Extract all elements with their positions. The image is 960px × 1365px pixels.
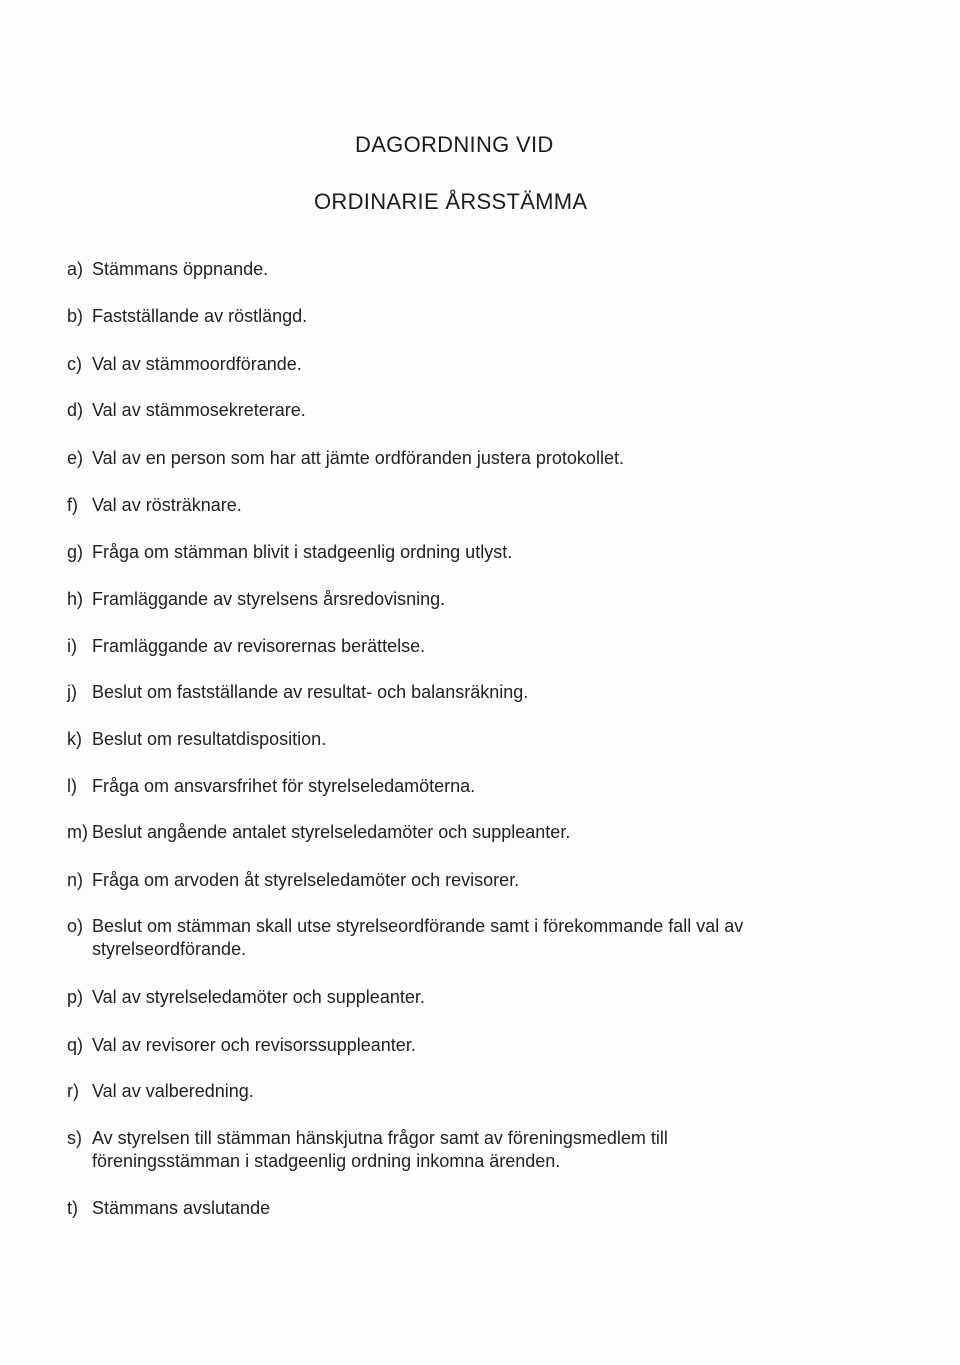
agenda-item <box>67 588 867 611</box>
agenda-item-letter: n) <box>67 870 84 890</box>
agenda-item-text: Fråga om ansvarsfrihet för styrelseledamöterna. <box>92 776 476 796</box>
agenda-item-text: Val av stämmoordförande. <box>92 354 302 374</box>
agenda-item-letter: d) <box>67 400 84 420</box>
agenda-item-letter: b) <box>67 306 84 326</box>
document-title-line-1: DAGORDNING VID <box>355 132 554 157</box>
document-title-line-2: ORDINARIE ÅRSSTÄMMA <box>314 189 588 214</box>
agenda-item-text: Fråga om stämman blivit i stadgeenlig ordning utlyst. <box>92 542 513 562</box>
agenda-item-text: Val av rösträknare. <box>92 495 242 515</box>
agenda-item <box>67 821 867 844</box>
agenda-item <box>67 1080 867 1103</box>
agenda-item <box>67 986 867 1009</box>
agenda-item-letter: l) <box>67 776 77 796</box>
agenda-item-text: Val av valberedning. <box>92 1081 254 1101</box>
agenda-item-letter: j) <box>67 682 77 702</box>
agenda-item-letter: q) <box>67 1035 84 1055</box>
agenda-item-text: Beslut om resultatdisposition. <box>92 729 327 749</box>
agenda-item-text: Stämmans öppnande. <box>92 259 269 279</box>
agenda-item <box>67 1034 867 1057</box>
agenda-item-letter: p) <box>67 987 84 1007</box>
agenda-item-text: Fråga om arvoden åt styrelseledamöter och revisorer. <box>92 870 520 890</box>
agenda-item-letter: r) <box>67 1081 79 1101</box>
agenda-item <box>67 1197 867 1220</box>
agenda-item-text: Beslut om stämman skall utse styrelseordförande samt i förekommande fall val av styrelseordförande. <box>92 916 744 959</box>
agenda-item-text: Framläggande av styrelsens årsredovisning. <box>92 589 446 609</box>
agenda-item <box>67 1127 817 1173</box>
agenda-item-text: Av styrelsen till stämman hänskjutna frågor samt av föreningsmedlem till föreningsstämman i stadgeenlig ordning inkomna ärenden. <box>92 1128 668 1171</box>
agenda-item-text: Stämmans avslutande <box>92 1198 271 1218</box>
agenda-item-text: Val av en person som har att jämte ordföranden justera protokollet. <box>92 448 624 468</box>
agenda-item-letter: g) <box>67 542 84 562</box>
agenda-item-letter: h) <box>67 589 84 609</box>
agenda-item <box>67 447 867 470</box>
agenda-item-text: Framläggande av revisorernas berättelse. <box>92 636 426 656</box>
agenda-item <box>67 915 867 961</box>
agenda-item <box>67 305 867 328</box>
agenda-item <box>67 258 867 281</box>
agenda-item <box>67 635 867 658</box>
agenda-item <box>67 541 867 564</box>
agenda-item <box>67 353 867 376</box>
agenda-item-letter: i) <box>67 636 77 656</box>
agenda-item <box>67 494 867 517</box>
agenda-item-letter: o) <box>67 916 84 936</box>
agenda-item-letter: k) <box>67 729 82 749</box>
agenda-item-letter: t) <box>67 1198 78 1218</box>
agenda-item-text: Val av revisorer och revisorssuppleanter. <box>92 1035 416 1055</box>
agenda-item <box>67 399 867 422</box>
agenda-item-text: Val av stämmosekreterare. <box>92 400 306 420</box>
agenda-item-letter: e) <box>67 448 84 468</box>
agenda-item <box>67 869 867 892</box>
agenda-item-letter: f) <box>67 495 78 515</box>
agenda-item <box>67 681 867 704</box>
agenda-item-letter: a) <box>67 259 84 279</box>
agenda-item-text: Beslut angående antalet styrelseledamöter och suppleanter. <box>92 822 571 842</box>
agenda-item-text: Val av styrelseledamöter och suppleanter. <box>92 987 425 1007</box>
agenda-item-letter: m) <box>67 822 88 842</box>
agenda-item <box>67 775 867 798</box>
agenda-item <box>67 728 867 751</box>
agenda-item-text: Beslut om fastställande av resultat- och balansräkning. <box>92 682 529 702</box>
agenda-item-letter: s) <box>67 1128 82 1148</box>
agenda-item-letter: c) <box>67 354 82 374</box>
agenda-item-text: Fastställande av röstlängd. <box>92 306 308 326</box>
